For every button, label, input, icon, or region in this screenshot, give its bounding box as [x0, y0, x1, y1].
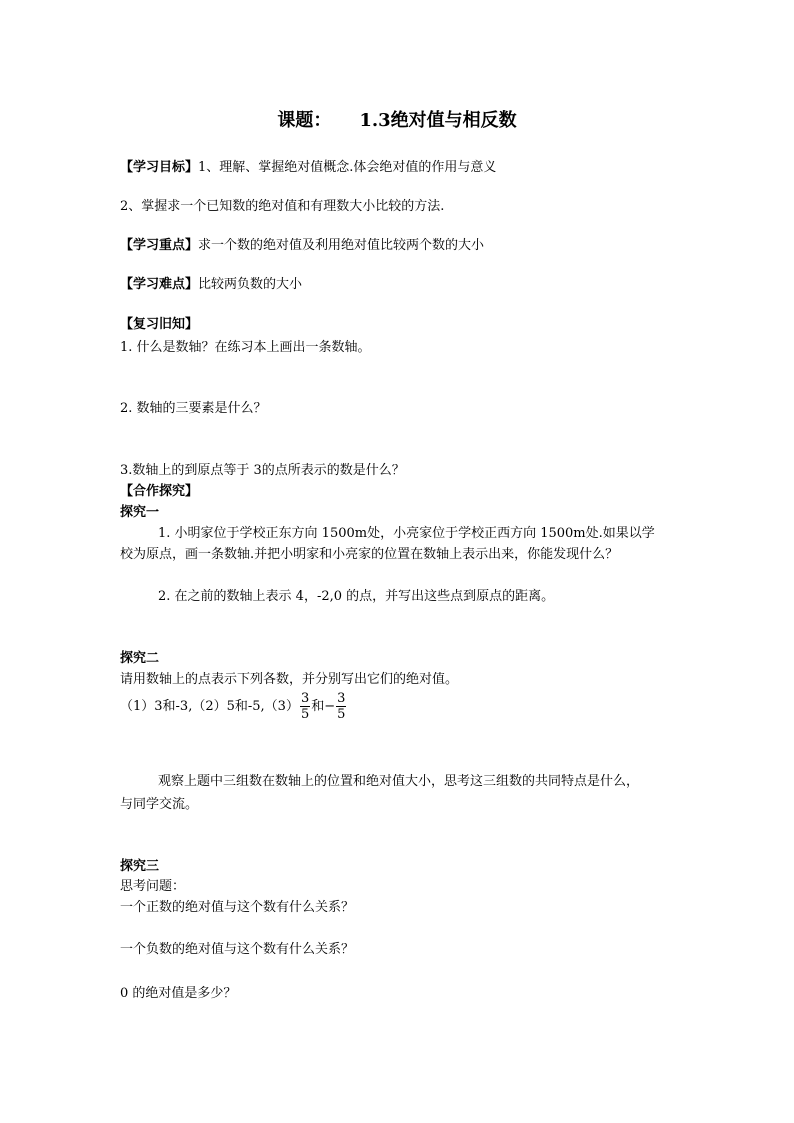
explore1-p2: 2. 在之前的数轴上表示 4，-2,0 的点，并写出这些点到原点的距离。: [158, 589, 555, 604]
fraction-negative: [336, 691, 346, 722]
objectives-item2: 2、掌握求一个已知数的绝对值和有理数大小比较的方法.: [120, 199, 445, 214]
key-points-text: 求一个数的绝对值及利用绝对值比较两个数的大小: [198, 238, 485, 253]
explore2-intro: 请用数轴上的点表示下列各数，并分别写出它们的绝对值。: [120, 672, 459, 687]
explore3-label: 探究三: [120, 859, 160, 874]
review-label: 【复习旧知】: [120, 317, 199, 332]
fraction-denominator: 5: [337, 707, 346, 722]
explore3-intro: 思考问题：: [120, 879, 186, 894]
fraction-numerator: 3: [300, 691, 310, 706]
explore3-q1: 一个正数的绝对值与这个数有什么关系？: [120, 900, 355, 915]
cooperate-label: 【合作探究】: [120, 484, 199, 499]
review-q3: 3.数轴上的到原点等于 3的点所表示的数是什么？: [120, 463, 405, 478]
explore2-obs-line2: 与同学交流。: [120, 797, 199, 812]
title-text: 1.3绝对值与相反数: [359, 110, 517, 131]
review-q1: 1. 什么是数轴？在练习本上画出一条数轴。: [120, 340, 371, 355]
explore2-items-prefix: （1）3和-3,（2）5和-5,（3）: [120, 699, 299, 714]
and-text: 和: [311, 699, 325, 714]
explore3-q2: 一个负数的绝对值与这个数有什么关系？: [120, 942, 355, 957]
title-label: 课题：: [277, 110, 332, 131]
difficulty: [120, 276, 302, 294]
explore1-p1-line1: 1. 小明家位于学校正东方向 1500m处，小亮家位于学校正西方向 1500m处.如果以学: [158, 526, 655, 541]
difficulty-text: 比较两负数的大小: [198, 277, 303, 292]
explore1-p1-line2: 校为原点，画一条数轴.并把小明家和小亮家的位置在数轴上表示出来，你能发现什么？: [120, 547, 619, 562]
fraction-denominator: 5: [300, 707, 310, 722]
objectives-line1: [120, 159, 496, 177]
key-points-label: 【学习重点】: [120, 238, 199, 253]
key-points: [120, 237, 484, 255]
objectives-label: 【学习目标】: [120, 160, 199, 175]
fraction-numerator: 3: [337, 691, 346, 706]
minus-sign: −: [324, 699, 336, 714]
review-q2: 2. 数轴的三要素是什么？: [120, 401, 267, 416]
difficulty-label: 【学习难点】: [120, 277, 199, 292]
explore2-items: [120, 690, 347, 724]
explore1-label: 探究一: [120, 505, 160, 520]
explore2-label: 探究二: [120, 651, 160, 666]
fraction-positive: [300, 691, 310, 722]
objectives-item1: 1、理解、掌握绝对值概念.体会绝对值的作用与意义: [198, 160, 497, 175]
explore2-obs-line1: 观察上题中三组数在数轴上的位置和绝对值大小，思考这三组数的共同特点是什么，: [158, 774, 640, 789]
explore3-q3: 0 的绝对值是多少？: [120, 986, 237, 1001]
page-title: [0, 106, 794, 132]
